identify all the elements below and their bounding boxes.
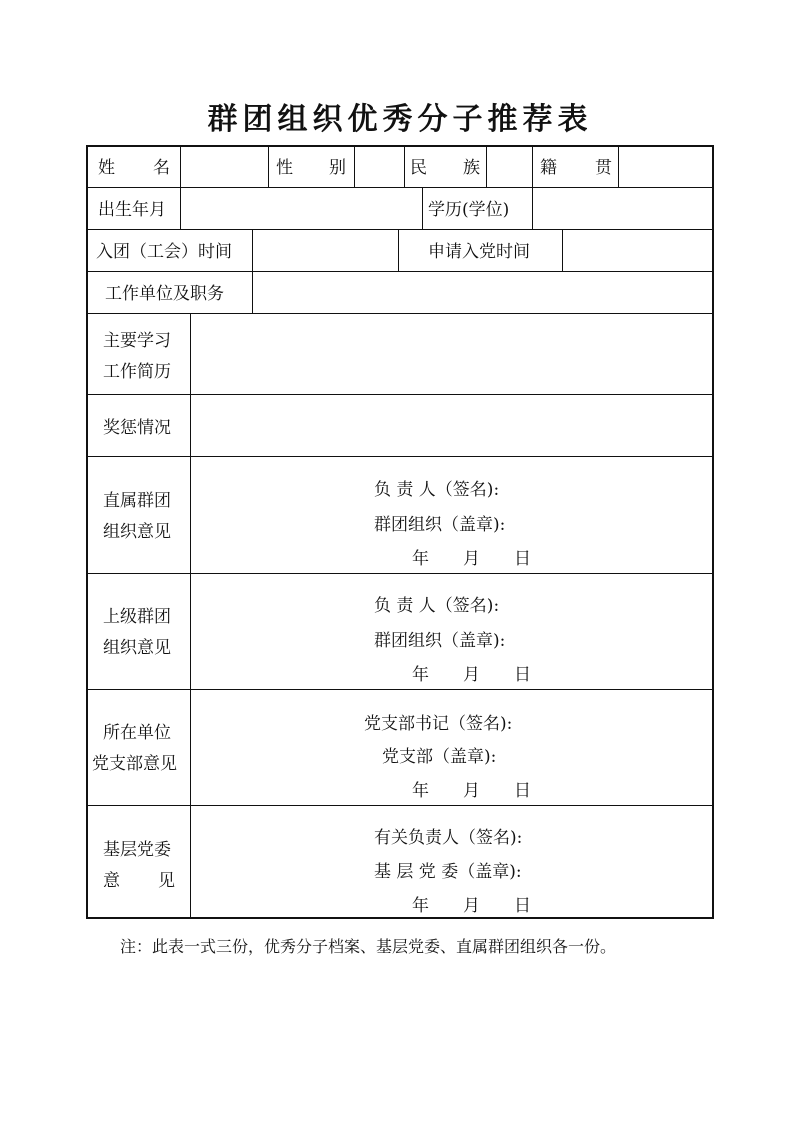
field-resume[interactable] (191, 314, 713, 393)
field-birth[interactable] (181, 188, 421, 228)
field-education[interactable] (533, 188, 713, 228)
label-branch-line1: 所在单位 (103, 723, 171, 743)
label-committee-line2 (103, 873, 175, 890)
field-join-time[interactable] (253, 230, 397, 270)
committee-signature-line: 有关负责人（签名): (374, 828, 523, 848)
label-origin-text: 籍 贯 (540, 158, 612, 178)
label-committee-line2-a: 意 (103, 871, 120, 891)
superior-date-line: 年 月 日 (412, 665, 531, 685)
label-resume-line1: 主要学习 (103, 331, 171, 351)
label-education: 学历(学位) (428, 200, 510, 220)
field-origin[interactable] (619, 148, 713, 186)
field-name[interactable] (181, 148, 267, 186)
committee-seal-line: 基 层 党 委（盖章): (374, 862, 522, 882)
direct-date-line: 年 月 日 (412, 549, 531, 569)
direct-seal-line: 群团组织（盖章): (374, 515, 506, 535)
label-origin (540, 160, 612, 177)
branch-seal-line: 党支部（盖章): (382, 747, 497, 767)
label-ethnicity-text: 民 族 (410, 158, 480, 178)
field-workplace[interactable] (253, 272, 713, 312)
label-apply-time: 申请入党时间 (428, 242, 530, 262)
committee-date-line: 年 月 日 (412, 896, 531, 916)
label-name (98, 160, 170, 177)
label-workplace: 工作单位及职务 (105, 284, 224, 304)
label-branch-line2: 党支部意见 (92, 754, 177, 774)
field-ethnicity[interactable] (487, 148, 531, 186)
label-name-text: 姓 名 (98, 158, 170, 178)
recommendation-form-table (86, 145, 714, 919)
label-direct-line1: 直属群团 (103, 491, 171, 511)
label-superior-line1: 上级群团 (103, 607, 171, 627)
superior-signature-line: 负 责 人（签名): (374, 596, 500, 616)
field-gender[interactable] (355, 148, 403, 186)
form-title: 群团组织优秀分子推荐表 (207, 102, 593, 137)
direct-signature-line: 负 责 人（签名): (374, 480, 500, 500)
branch-signature-line: 党支部书记（签名): (364, 714, 513, 734)
label-resume-line2: 工作简历 (103, 362, 171, 382)
field-apply-time[interactable] (563, 230, 713, 270)
label-direct-line2: 组织意见 (103, 522, 171, 542)
label-superior-line2: 组织意见 (103, 638, 171, 658)
field-awards[interactable] (191, 395, 713, 455)
label-birth: 出生年月 (98, 200, 166, 220)
label-gender-text: 性 别 (276, 158, 346, 178)
label-gender (276, 160, 346, 177)
superior-seal-line: 群团组织（盖章): (374, 631, 506, 651)
branch-date-line: 年 月 日 (412, 781, 531, 801)
label-awards: 奖惩情况 (103, 418, 171, 438)
label-join-time: 入团（工会）时间 (96, 242, 232, 262)
label-committee-line1: 基层党委 (103, 840, 171, 860)
label-committee-line2-b: 见 (158, 871, 175, 891)
label-ethnicity (410, 160, 480, 177)
footnote: 注：此表一式三份，优秀分子档案、基层党委、直属群团组织各一份。 (120, 937, 617, 956)
